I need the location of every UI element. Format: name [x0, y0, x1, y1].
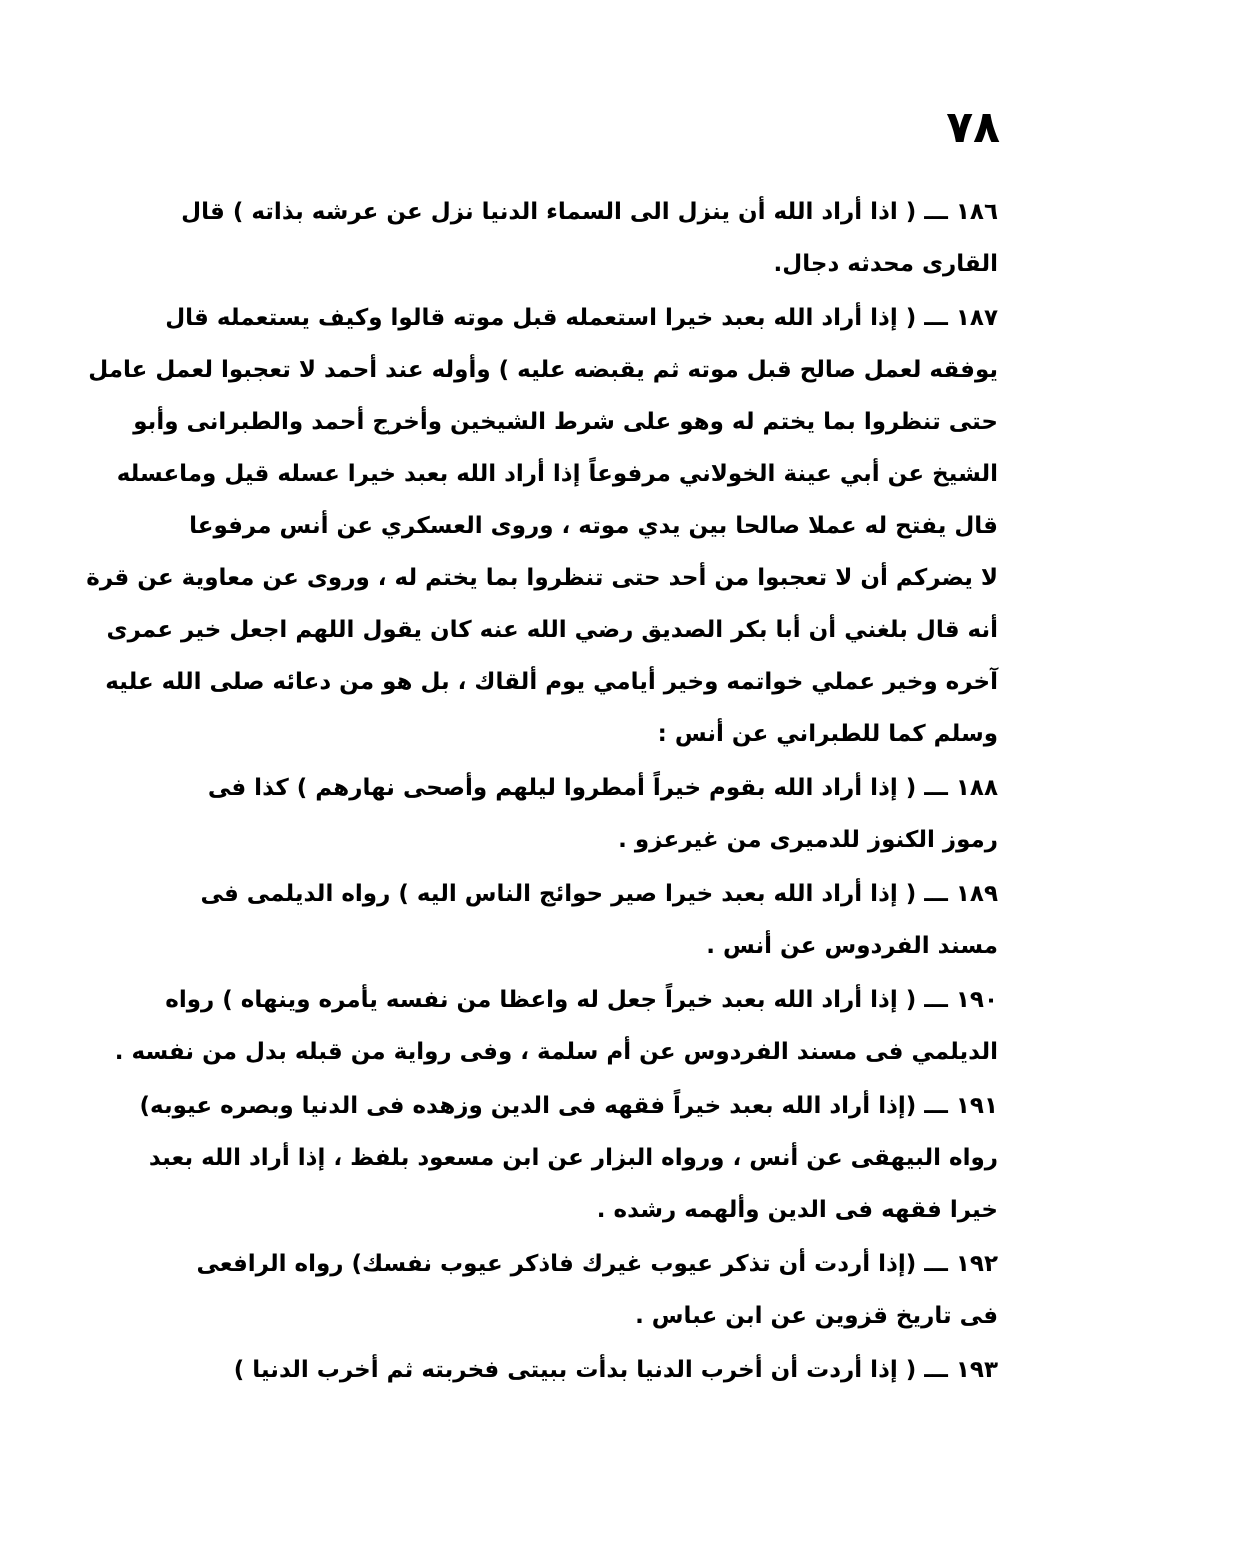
entry-line: ١٩١ ـــ (إذا أراد الله بعبد خيراً فقهه فى الدين وزهده فى الدنيا وبصره عيوبه) — [139, 1093, 998, 1119]
entry-line: خيرا فقهه فى الدين وألهمه رشده . — [596, 1197, 998, 1223]
entry-line: رموز الكنوز للدميرى من غيرعزو . — [618, 827, 998, 853]
entry-line: ١٨٩ ـــ ( إذا أراد الله بعبد خيرا صير حوائج الناس اليه ) رواه الديلمى فى — [200, 881, 998, 907]
entry-line: ١٩٠ ـــ ( إذا أراد الله بعبد خيراً جعل له واعظا من نفسه يأمره وينهاه ) رواه — [165, 987, 998, 1013]
entry-line: ١٨٦ ـــ ( اذا أراد الله أن ينزل الى السماء الدنيا نزل عن عرشه بذاته ) قال — [181, 199, 998, 225]
hadith-entry-193 — [228, 1344, 998, 1396]
entry-line: الديلمي فى مسند الفردوس عن أم سلمة ، وفى رواية من قبله بدل من نفسه . — [114, 1039, 998, 1065]
entry-line: الشيخ عن أبي عينة الخولاني مرفوعاً إذا أراد الله بعبد خيرا عسله قيل وماعسله — [116, 461, 998, 487]
entry-line: قال يفتح له عملا صالحا بين يدي موته ، وروى العسكري عن أنس مرفوعا — [189, 513, 998, 539]
entry-line: لا يضركم أن لا تعجبوا من أحد حتى تنظروا بما يختم له ، وروى عن معاوية عن قرة — [86, 565, 998, 591]
entry-line: رواه البيهقى عن أنس ، ورواه البزار عن ابن مسعود بلفظ ، إذا أراد الله بعبد — [148, 1145, 998, 1171]
entry-line: آخره وخير عملي خواتمه وخير أيامي يوم ألقاك ، بل هو من دعائه صلى الله عليه — [105, 669, 998, 695]
entry-line: يوفقه لعمل صالح قبل موته ثم يقبضه عليه ) وأوله عند أحمد لا تعجبوا لعمل عامل — [88, 357, 998, 383]
entry-line: ١٩٢ ـــ (إذا أردت أن تذكر عيوب غيرك فاذكر عيوب نفسك) رواه الرافعى — [196, 1251, 998, 1277]
entry-line: ١٨٧ ـــ ( إذا أراد الله بعبد خيرا استعمله قبل موته قالوا وكيف يستعمله قال — [165, 305, 998, 331]
entry-line: أنه قال بلغني أن أبا بكر الصديق رضي الله عنه كان يقول اللهم اجعل خير عمرى — [106, 617, 998, 643]
hadith-entry-192 — [196, 1238, 998, 1342]
entry-line: حتى تنظروا بما يختم له وهو على شرط الشيخين وأخرج أحمد والطبرانى وأبو — [133, 409, 998, 435]
entry-line: مسند الفردوس عن أنس . — [706, 933, 998, 959]
hadith-entry-191 — [139, 1080, 998, 1236]
hadith-entry-187 — [86, 292, 998, 760]
hadith-entry-190 — [114, 974, 998, 1078]
hadith-text-block — [86, 186, 998, 1398]
entry-line: القارى محدثه دجال. — [773, 251, 998, 277]
hadith-entry-188 — [207, 762, 998, 866]
hadith-entry-189 — [200, 868, 998, 972]
page-number: ٧٨ — [946, 102, 1000, 153]
hadith-entry-186 — [181, 186, 998, 290]
entry-line: ١٨٨ ـــ ( إذا أراد الله بقوم خيراً أمطروا ليلهم وأصحى نهارهم ) كذا فى — [207, 775, 998, 801]
entry-line: وسلم كما للطبراني عن أنس : — [657, 721, 998, 747]
entry-line: ١٩٣ ـــ ( إذا أردت أن أخرب الدنيا بدأت ببيتى فخربته ثم أخرب الدنيا ) — [233, 1357, 998, 1383]
entry-line: فى تاريخ قزوين عن ابن عباس . — [635, 1303, 998, 1329]
